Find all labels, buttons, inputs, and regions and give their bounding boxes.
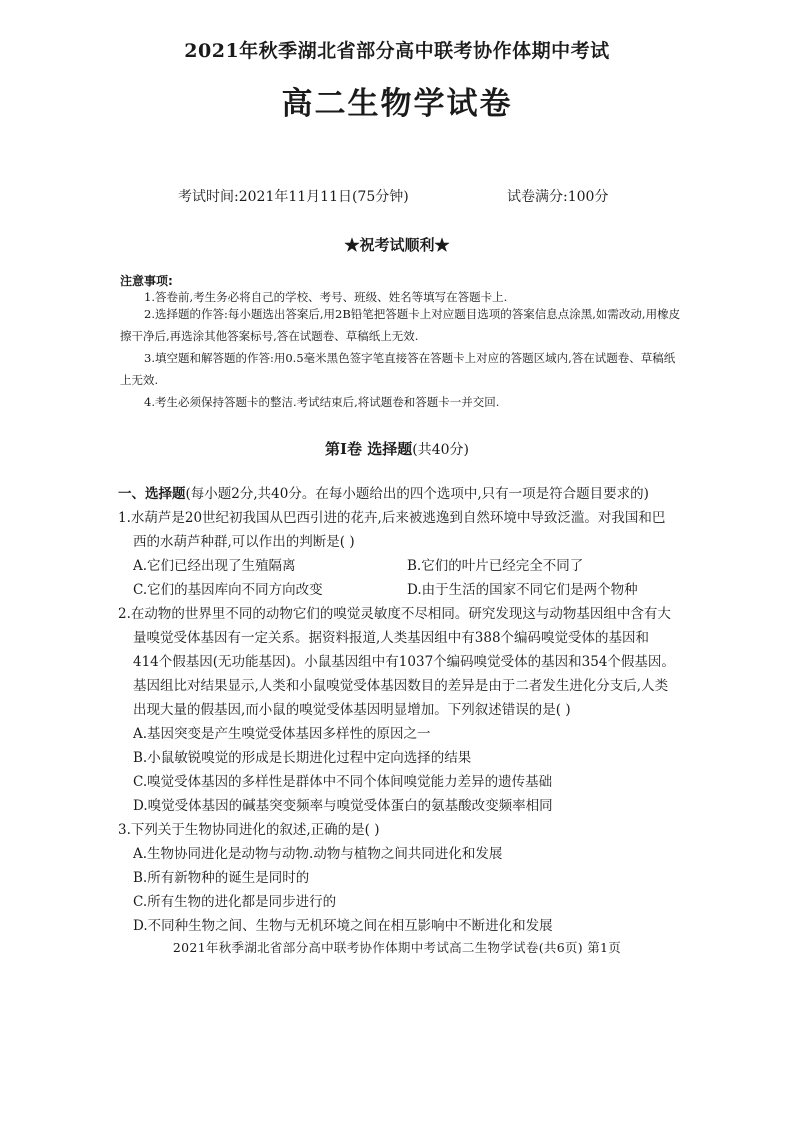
question-1-line: 西的水葫芦种群,可以作出的判断是( )	[133, 534, 355, 550]
subject-title: 高二生物学试卷	[281, 86, 513, 122]
section-score-note: (共40分)	[412, 442, 469, 458]
note-item: 3.填空题和解答题的作答:用0.5毫米黑色签字笔直接答在答题卡上对应的答题区域内,答在试题卷、草稿纸上无效.	[120, 351, 676, 387]
part-description: (每小题2分,共40分。在每小题给出的四个选项中,只有一项是符合题目要求的)	[185, 486, 649, 502]
question-2-line: 基因组比对结果显示,人类和小鼠嗅觉受体基因数目的差异是由于二者发生进化分支后,人类	[133, 678, 669, 694]
question-3-option-d: D.不同种生物之间、生物与无机环境之间在相互影响中不断进化和发展	[133, 918, 553, 934]
question-1-option-a: A.它们已经出现了生殖隔离	[133, 558, 296, 574]
question-2-line: 2.在动物的世界里不同的动物它们的嗅觉灵敏度不尽相同。研究发现这与动物基因组中含有大	[118, 606, 671, 622]
notes-heading: 注意事项:	[120, 274, 173, 288]
part-label: 一、选择题	[118, 486, 186, 502]
question-3-option-b: B.所有新物种的诞生是同时的	[133, 870, 310, 886]
part-instruction	[118, 482, 649, 502]
page-footer: 2021年秋季湖北省部分高中联考协作体期中考试高二生物学试卷(共6页) 第1页	[172, 940, 622, 955]
question-1-option-d: D.由于生活的国家不同它们是两个物种	[407, 582, 638, 598]
question-2-line: 出现大量的假基因,而小鼠的嗅觉受体基因明显增加。下列叙述错误的是( )	[133, 702, 571, 718]
question-3-option-a: A.生物协同进化是动物与动物.动物与植物之间共同进化和发展	[133, 846, 503, 862]
note-item: 4.考生必须保持答题卡的整洁.考试结束后,将试题卷和答题卡一并交回.	[144, 395, 500, 409]
question-2-option-a: A.基因突变是产生嗅觉受体基因多样性的原因之一	[133, 726, 431, 742]
section-title	[0, 438, 794, 459]
question-3-option-c: C.所有生物的进化都是同步进行的	[133, 894, 337, 910]
question-3-line: 3.下列关于生物协同进化的叙述,正确的是( )	[118, 822, 380, 838]
question-1-option-b: B.它们的叶片已经完全不同了	[407, 558, 584, 574]
good-luck-line: ★祝考试顺利★	[344, 236, 450, 254]
note-item: 2.选择题的作答:每小题选出答案后,用2B铅笔把答题卡上对应题目选项的答案信息点涂黑,如需改动,用橡皮擦干净后,再选涂其他答案标号,答在试题卷、草稿纸上无效.	[120, 307, 681, 343]
question-2-line: 量嗅觉受体基因有一定关系。据资料报道,人类基因组中有388个编码嗅觉受体的基因和	[133, 630, 650, 646]
exam-time: 考试时间:2021年11月11日(75分钟)	[178, 189, 409, 205]
question-1-option-c: C.它们的基因库向不同方向改变	[133, 582, 323, 598]
full-score: 试卷满分:100分	[507, 189, 609, 205]
question-2-line: 414个假基因(无功能基因)。小鼠基因组中有1037个编码嗅觉受体的基因和354个假基因。	[133, 654, 675, 670]
question-1-line: 1.水葫芦是20世纪初我国从巴西引进的花卉,后来被逃逸到自然环境中导致泛滥。对我国和巴	[118, 510, 666, 526]
section-title-text: 第Ⅰ卷 选择题	[325, 440, 413, 458]
question-2-option-b: B.小鼠敏锐嗅觉的形成是长期进化过程中定向选择的结果	[133, 750, 472, 766]
exam-title: 2021年秋季湖北省部分高中联考协作体期中考试	[184, 40, 610, 62]
question-2-option-d: D.嗅觉受体基因的碱基突变频率与嗅觉受体蛋白的氨基酸改变频率相同	[133, 798, 553, 814]
question-2-option-c: C.嗅觉受体基因的多样性是群体中不同个体间嗅觉能力差异的遗传基础	[133, 774, 553, 790]
note-item: 1.答卷前,考生务必将自己的学校、考号、班级、姓名等填写在答题卡上.	[144, 290, 508, 304]
